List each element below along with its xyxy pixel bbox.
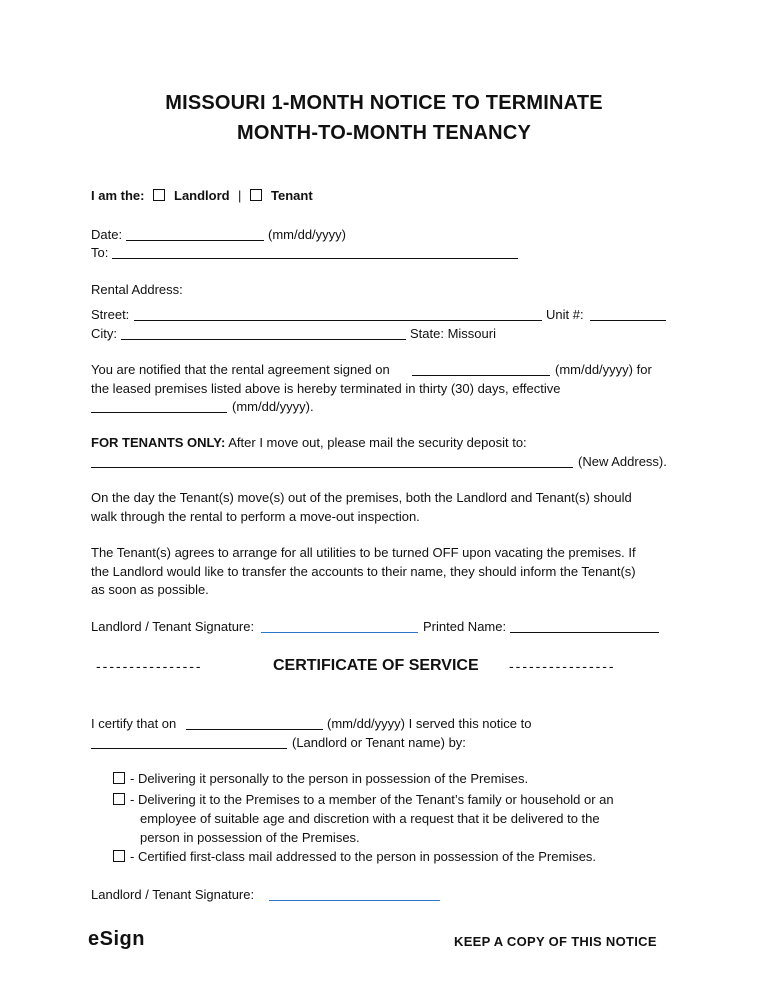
effective-date-field[interactable] xyxy=(91,400,227,413)
certificate-dashes-right: ---------------- xyxy=(509,658,616,674)
role-prefix: I am the: xyxy=(91,188,145,203)
inspection-line-2: walk through the rental to perform a move-out inspection. xyxy=(91,509,420,524)
deposit-bold: FOR TENANTS ONLY: xyxy=(91,435,226,450)
option-premises-label-2: employee of suitable age and discretion with a request that it be delivered to the xyxy=(140,811,600,826)
date-label: Date: xyxy=(91,227,123,242)
deposit-line xyxy=(91,435,527,450)
new-address-field[interactable] xyxy=(91,455,573,468)
served-name-field[interactable] xyxy=(91,736,287,749)
utilities-line-3: as soon as possible. xyxy=(91,582,209,597)
utilities-line-1: The Tenant(s) agrees to arrange for all utilities to be turned OFF upon vacating the premises. If xyxy=(91,545,636,560)
landlord-label: Landlord xyxy=(174,188,230,203)
certify-line-1b: (mm/dd/yyyy) I served this notice to xyxy=(327,716,532,731)
state-label: State: Missouri xyxy=(410,326,496,341)
street-label: Street: xyxy=(91,307,130,322)
city-field[interactable] xyxy=(121,327,406,340)
utilities-line-2: the Landlord would like to transfer the accounts to their name, they should inform the Tenant(s) xyxy=(91,564,636,579)
printed-name-label: Printed Name: xyxy=(423,619,507,634)
certificate-dashes-left: ---------------- xyxy=(96,658,203,674)
tenant-label: Tenant xyxy=(271,188,313,203)
esign-logo: eSign xyxy=(88,928,145,950)
option-mail-label: - Certified first-class mail addressed to the person in possession of the Premises. xyxy=(130,849,597,864)
option-personal-checkbox[interactable] xyxy=(113,772,125,784)
landlord-checkbox[interactable] xyxy=(153,189,165,201)
street-field[interactable] xyxy=(134,308,542,321)
to-label: To: xyxy=(91,245,109,260)
title-line-2: MONTH-TO-MONTH TENANCY xyxy=(237,122,531,144)
signature-label: Landlord / Tenant Signature: xyxy=(91,619,255,634)
certify-line-2b: (Landlord or Tenant name) by: xyxy=(292,735,466,750)
tenant-checkbox[interactable] xyxy=(250,189,262,201)
agreement-date-field[interactable] xyxy=(412,363,550,376)
notice-line-1b: (mm/dd/yyyy) for xyxy=(555,362,652,377)
certificate-signature-field[interactable] xyxy=(269,888,440,901)
rental-heading: Rental Address: xyxy=(91,282,183,297)
certify-line-1a: I certify that on xyxy=(91,716,177,731)
notice-line-3b: (mm/dd/yyyy). xyxy=(232,399,314,414)
date-format: (mm/dd/yyyy) xyxy=(268,227,346,242)
option-mail-checkbox[interactable] xyxy=(113,850,125,862)
option-premises-label-1: - Delivering it to the Premises to a member of the Tenant’s family or household or an xyxy=(130,792,614,807)
city-label: City: xyxy=(91,326,117,341)
notice-line-1a: You are notified that the rental agreement signed on xyxy=(91,362,390,377)
new-address-label: (New Address). xyxy=(578,454,667,469)
certificate-signature-label: Landlord / Tenant Signature: xyxy=(91,887,255,902)
option-premises-checkbox[interactable] xyxy=(113,793,125,805)
deposit-text: After I move out, please mail the security deposit to: xyxy=(228,435,527,450)
unit-label: Unit #: xyxy=(546,307,584,322)
printed-name-field[interactable] xyxy=(510,620,659,633)
unit-field[interactable] xyxy=(590,308,666,321)
signature-field[interactable] xyxy=(261,620,418,633)
service-date-field[interactable] xyxy=(186,717,323,730)
role-separator: | xyxy=(238,188,242,203)
certificate-heading: CERTIFICATE OF SERVICE xyxy=(273,657,479,674)
inspection-line-1: On the day the Tenant(s) move(s) out of the premises, both the Landlord and Tenant(s) should xyxy=(91,490,632,505)
title-line-1: MISSOURI 1-MONTH NOTICE TO TERMINATE xyxy=(165,92,603,114)
option-premises-label-3: person in possession of the Premises. xyxy=(140,830,360,845)
option-personal-label: - Delivering it personally to the person in possession of the Premises. xyxy=(130,771,529,786)
to-field[interactable] xyxy=(112,246,518,259)
notice-line-2: the leased premises listed above is hereby terminated in thirty (30) days, effective xyxy=(91,381,561,396)
keep-copy-note: KEEP A COPY OF THIS NOTICE xyxy=(454,934,657,949)
date-field[interactable] xyxy=(126,228,264,241)
